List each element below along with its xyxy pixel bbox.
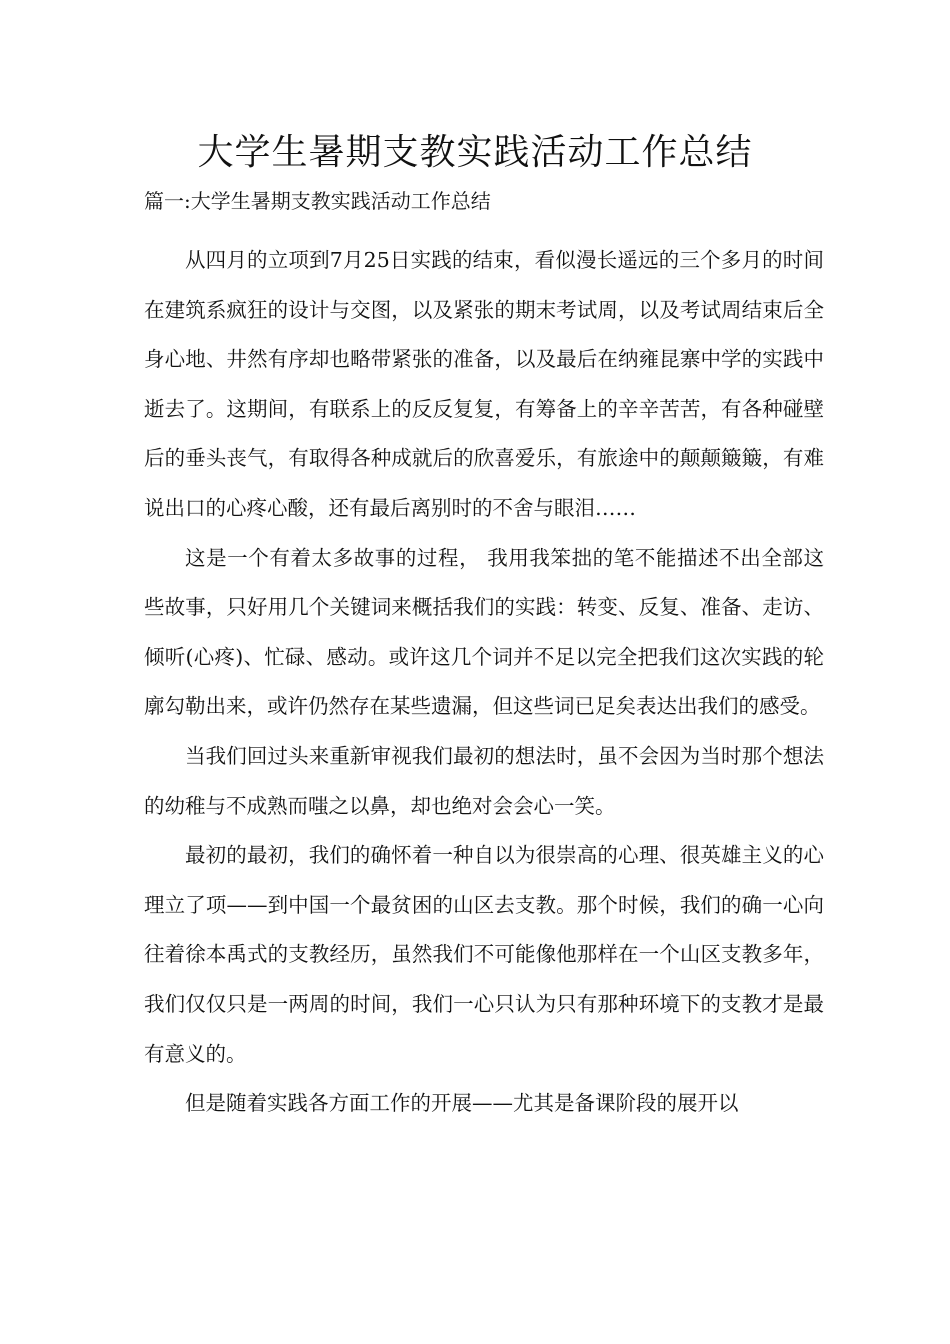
paragraph: 但是随着实践各方面工作的开展——尤其是备课阶段的展开以 [185,1091,739,1116]
paragraph: 当我们回过头来重新审视我们最初的想法时，虽不会因为当时那个想法的幼稚与不成熟而嗤之以鼻，却也绝对会会心一笑。 [144,743,824,818]
section-heading: 篇一:大学生暑期支教实践活动工作总结 [144,189,491,213]
paragraph: 从四月的立项到7月25日实践的结束，看似漫长遥远的三个多月的时间在建筑系疯狂的设计与交图，以及紧张的期末考试周，以及考试周结束后全身心地、井然有序却也略带紧张的准备，以及最后在纳雍昆寨中学的实践中逝去了。这期间，有联系上的反反复复，有筹备上的辛辛苦苦，有各种碰壁后的垂头丧气，有取得各种成就后的欣喜爱乐，有旅途中的颠颠簸簸，有难说出口的心疼心酸，还有最后离别时的不舍与眼泪…… [144,248,824,520]
document-body [144,236,824,1129]
paragraph: 最初的最初，我们的确怀着一种自以为很崇高的心理、很英雄主义的心理立了项——到中国一个最贫困的山区去支教。那个时候，我们的确一心向往着徐本禹式的支教经历，虽然我们不可能像他那样在一个山区支教多年，我们仅仅只是一两周的时间，我们一心只认为只有那种环境下的支教才是最有意义的。 [144,843,824,1066]
paragraph: 这是一个有着太多故事的过程， 我用我笨拙的笔不能描述不出全部这些故事，只好用几个关键词来概括我们的实践：转变、反复、准备、走访、倾听(心疼)、忙碌、感动。或许这几个词并不足以完全把我们这次实践的轮廓勾勒出来，或许仍然存在某些遗漏，但这些词已足矣表达出我们的感受。 [144,545,824,719]
document-title: 大学生暑期支教实践活动工作总结 [197,132,753,173]
